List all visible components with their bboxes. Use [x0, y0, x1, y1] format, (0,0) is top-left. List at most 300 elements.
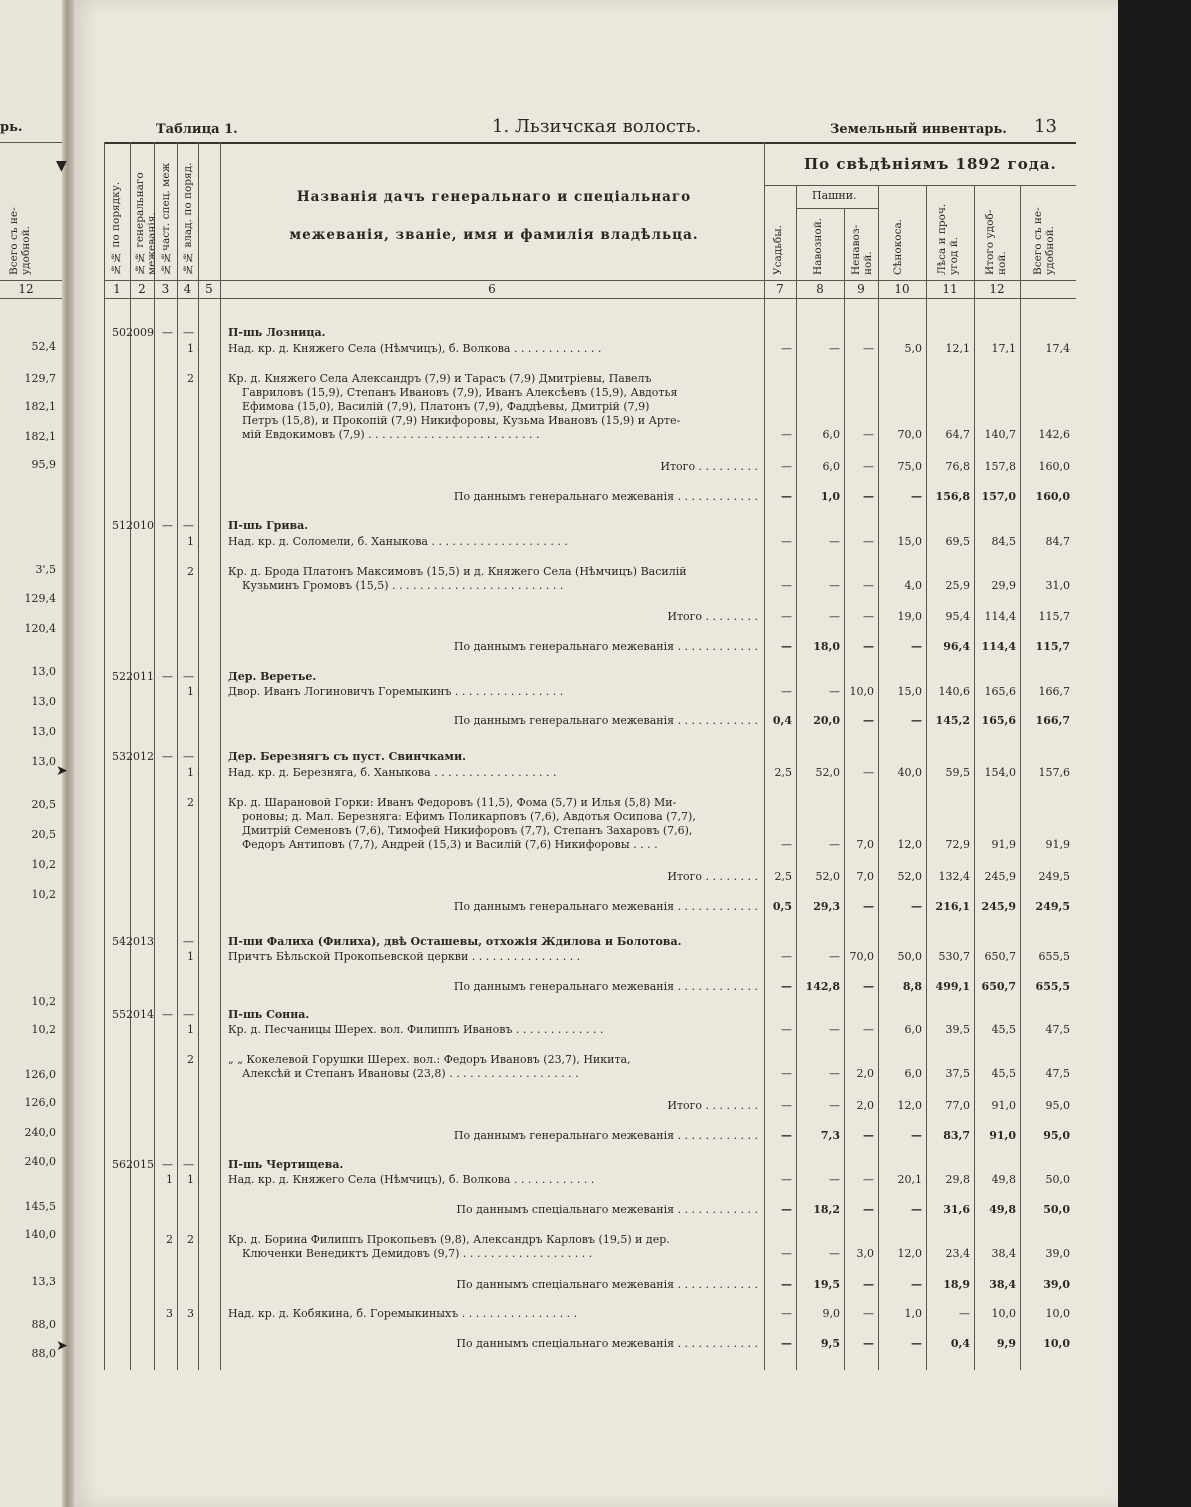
row-value: — — [829, 535, 840, 548]
row-value: — — [911, 1337, 922, 1350]
row-value: — — [781, 640, 792, 653]
row-value: — — [911, 714, 922, 727]
row-value: — — [829, 1099, 840, 1112]
row-order-number: 55 — [112, 1008, 126, 1021]
left-page-value: 88,0 — [31, 1318, 56, 1331]
row-owner-number: — — [183, 750, 194, 763]
row-value: — — [829, 579, 840, 592]
col-senokosa: Сѣнокоса. — [892, 218, 904, 275]
row-value: — — [829, 838, 840, 851]
row-value: 45,5 — [991, 1067, 1016, 1080]
background-edge — [1118, 0, 1191, 1507]
left-page-value: 240,0 — [24, 1126, 56, 1139]
row-value: 12,0 — [897, 838, 922, 851]
row-label-line: Кр. д. Шарановой Горки: Иванъ Федоровъ (11,5), Фома (5,7) и Илья (5,8) Ми- — [228, 796, 677, 809]
row-value: — — [911, 900, 922, 913]
row-value: 7,0 — [856, 870, 874, 883]
row-value: — — [781, 980, 792, 993]
row-value: 157,8 — [984, 460, 1016, 473]
row-value: — — [863, 342, 874, 355]
row-owner-number: 2 — [187, 1053, 194, 1066]
row-special-part: — — [162, 1158, 173, 1171]
left-page-value: 52,4 — [31, 340, 56, 353]
row-value: 76,8 — [945, 460, 970, 473]
row-value: 31,0 — [1045, 579, 1070, 592]
left-page-value: 126,0 — [24, 1068, 56, 1081]
column-number: 3 — [161, 282, 170, 296]
row-label-line: Петръ (15,8), и Прокопій (7,9) Никифоровы, Кузьма Ивановъ (15,9) и Арте- — [242, 414, 681, 427]
binding-mark-icon: ▼ — [56, 158, 67, 174]
row-value: 38,4 — [989, 1278, 1016, 1291]
row-label-line: Кузьминъ Громовъ (15,5) . . . . . . . . . . . . . . . . . . . . . . . . . — [242, 579, 564, 592]
row-value: 0,4 — [950, 1337, 970, 1350]
row-owner-number: 1 — [187, 1173, 194, 1186]
row-value: 142,8 — [805, 980, 840, 993]
table-label: Таблица 1. — [156, 122, 238, 137]
col-itogo-udobnoy: Итого удоб-ной. — [984, 209, 1008, 275]
row-value: 20,0 — [813, 714, 840, 727]
row-label-line: Дмитрій Семеновъ (7,6), Тимофей Никифоровъ (7,7), Степанъ Захаровъ (7,6), — [242, 824, 693, 837]
row-value: 47,5 — [1045, 1067, 1070, 1080]
row-value: — — [781, 490, 792, 503]
row-value: — — [863, 1129, 874, 1142]
left-page-value: 88,0 — [31, 1347, 56, 1360]
row-value: 52,0 — [815, 766, 840, 779]
row-value: — — [829, 1067, 840, 1080]
row-value: — — [911, 1203, 922, 1216]
row-value: — — [911, 1278, 922, 1291]
right-page — [74, 0, 1118, 1507]
left-page-value: 20,5 — [31, 798, 56, 811]
col-usadby: Усадьбы. — [772, 225, 784, 275]
row-label-line: Алексѣй и Степанъ Ивановы (23,8) . . . . . . . . . . . . . . . . . . . — [242, 1067, 579, 1080]
left-page-value: 145,5 — [24, 1200, 56, 1213]
section-title: 1. Льзичская волость. — [492, 116, 702, 137]
row-owner-number: — — [183, 1008, 194, 1021]
row-value: 95,0 — [1045, 1099, 1070, 1112]
row-value: — — [863, 1173, 874, 1186]
row-value: 10,0 — [991, 1307, 1016, 1320]
row-value: 91,9 — [1045, 838, 1070, 851]
group-1892-header: По свѣдѣніямъ 1892 года. — [804, 155, 1057, 173]
row-value: 655,5 — [1038, 950, 1070, 963]
row-value: — — [829, 610, 840, 623]
row-label: Двор. Иванъ Логиновичъ Горемыкинъ . . . . . . . . . . . . . . . . — [228, 685, 564, 698]
row-value: — — [863, 460, 874, 473]
row-value: — — [781, 1067, 792, 1080]
row-value: 0,4 — [772, 714, 792, 727]
col-nenavoznoy: Ненавоз-ной. — [850, 224, 874, 275]
row-label: Итого . . . . . . . . — [667, 1099, 758, 1112]
left-page-value: 13,0 — [31, 755, 56, 768]
left-page-value: 140,0 — [24, 1228, 56, 1241]
left-page-value: 10,2 — [31, 888, 56, 901]
row-label-line: Ефимова (15,0), Василій (7,9), Платонъ (7,9), Фаддѣевы, Дмитрій (7,9) — [242, 400, 650, 413]
row-order-number: 54 — [112, 935, 126, 948]
row-value: 245,9 — [981, 900, 1016, 913]
row-value: 83,7 — [943, 1129, 970, 1142]
row-value: 19,5 — [813, 1278, 840, 1291]
row-value: 655,5 — [1035, 980, 1070, 993]
row-value: — — [781, 1173, 792, 1186]
row-value: 72,9 — [945, 838, 970, 851]
row-value: — — [863, 900, 874, 913]
page-number: 13 — [1034, 116, 1057, 137]
row-value: 145,2 — [935, 714, 970, 727]
row-value: 6,0 — [822, 428, 840, 441]
row-special-part: 3 — [166, 1307, 173, 1320]
row-value: — — [863, 610, 874, 623]
column-number: 11 — [942, 282, 958, 296]
column-number: 1 — [113, 282, 121, 296]
row-value: 160,0 — [1038, 460, 1070, 473]
row-special-part: 1 — [166, 1173, 173, 1186]
row-value: — — [863, 579, 874, 592]
row-label: Кр. д. Песчаницы Шерех. вол. Филиппъ Ивановъ . . . . . . . . . . . . . — [228, 1023, 604, 1036]
row-value: — — [781, 535, 792, 548]
row-owner-number: 1 — [187, 950, 194, 963]
row-value: 530,7 — [938, 950, 970, 963]
row-value: 8,8 — [902, 980, 922, 993]
row-label: П-шь Лозница. — [228, 326, 326, 339]
row-special-part: 2 — [166, 1233, 173, 1246]
column-number: 8 — [816, 282, 824, 296]
row-value: 91,0 — [989, 1129, 1016, 1142]
row-value: 132,4 — [938, 870, 970, 883]
row-value: 84,7 — [1045, 535, 1070, 548]
row-value: 1,0 — [904, 1307, 922, 1320]
row-general-number: 2009 — [126, 326, 154, 339]
row-value: 499,1 — [935, 980, 970, 993]
row-value: — — [829, 342, 840, 355]
row-value: 165,6 — [981, 714, 1016, 727]
binding-mark-icon: ➤ — [56, 1338, 68, 1354]
row-value: 2,5 — [774, 766, 792, 779]
row-value: 10,0 — [849, 685, 874, 698]
row-label: По даннымъ генеральнаго межеванія . . . . . . . . . . . . — [453, 490, 758, 503]
row-owner-number: 2 — [187, 796, 194, 809]
left-column-number: 12 — [18, 282, 34, 296]
column-number: 7 — [776, 282, 784, 296]
row-value: 2,5 — [774, 870, 792, 883]
row-value: 2,0 — [856, 1067, 874, 1080]
row-value: 115,7 — [1038, 610, 1070, 623]
row-value: — — [863, 1307, 874, 1320]
row-owner-number: — — [183, 670, 194, 683]
column-number: 10 — [894, 282, 910, 296]
left-page-value: 95,9 — [31, 458, 56, 471]
row-value: — — [781, 1099, 792, 1112]
row-value: 50,0 — [1045, 1173, 1070, 1186]
left-page-header: рь. — [0, 120, 23, 135]
row-value: 29,3 — [813, 900, 840, 913]
row-value: 75,0 — [897, 460, 922, 473]
row-value: 91,9 — [991, 838, 1016, 851]
row-value: 25,9 — [945, 579, 970, 592]
row-general-number: 2013 — [126, 935, 154, 948]
left-page-value: 13,0 — [31, 695, 56, 708]
row-value: 166,7 — [1035, 714, 1070, 727]
row-value: — — [781, 1023, 792, 1036]
row-value: — — [863, 714, 874, 727]
row-general-number: 2012 — [126, 750, 154, 763]
row-value: 19,0 — [897, 610, 922, 623]
row-value: 166,7 — [1038, 685, 1070, 698]
row-value: — — [781, 685, 792, 698]
row-value: 95,0 — [1043, 1129, 1070, 1142]
row-value: 249,5 — [1038, 870, 1070, 883]
row-value: 29,8 — [945, 1173, 970, 1186]
left-page-value: 240,0 — [24, 1155, 56, 1168]
row-value: 10,0 — [1043, 1337, 1070, 1350]
col-navoznoy: Навозной. — [812, 217, 824, 275]
row-label-line: Федоръ Антиповъ (7,7), Андрей (15,3) и Василій (7,6) Никифоровы . . . . — [242, 838, 658, 851]
row-value: 114,4 — [984, 610, 1016, 623]
row-owner-number: — — [183, 519, 194, 532]
row-value: 39,0 — [1043, 1278, 1070, 1291]
row-value: 140,7 — [984, 428, 1016, 441]
col-names-header: Названія дачъ генеральнаго и спеціальнаго межеванія, званіе, имя и фамилія владѣльца. — [289, 189, 699, 243]
row-label: Итого . . . . . . . . — [667, 610, 758, 623]
row-value: 20,1 — [897, 1173, 922, 1186]
row-value: 69,5 — [945, 535, 970, 548]
row-value: — — [863, 1203, 874, 1216]
row-value: 64,7 — [945, 428, 970, 441]
row-value: 96,4 — [943, 640, 970, 653]
row-owner-number: 1 — [187, 685, 194, 698]
row-value: 1,0 — [820, 490, 840, 503]
left-page-value: 182,1 — [24, 400, 56, 413]
row-owner-number: — — [183, 1158, 194, 1171]
row-value: 29,9 — [991, 579, 1016, 592]
row-value: 114,4 — [981, 640, 1016, 653]
row-label: По даннымъ генеральнаго межеванія . . . . . . . . . . . . — [453, 1129, 758, 1142]
row-value: 142,6 — [1038, 428, 1070, 441]
row-value: — — [829, 950, 840, 963]
row-value: 38,4 — [991, 1247, 1016, 1260]
row-value: — — [781, 428, 792, 441]
col-order-number: №№ по порядку. — [110, 181, 122, 275]
row-label: Над. кр. д. Березняга, б. Ханыкова . . . . . . . . . . . . . . . . . . — [228, 766, 557, 779]
row-label-line: Гавриловъ (15,9), Степанъ Ивановъ (7,9), Иванъ Алексѣевъ (15,9), Авдотья — [242, 386, 678, 399]
row-value: 6,0 — [822, 460, 840, 473]
row-value: 12,1 — [945, 342, 970, 355]
row-label: П-шь Сонна. — [228, 1008, 310, 1021]
row-special-part: — — [162, 750, 173, 763]
row-value: 15,0 — [897, 685, 922, 698]
row-label: По даннымъ спеціальнаго межеванія . . . . . . . . . . . . — [456, 1337, 758, 1350]
left-page-value: 10,2 — [31, 995, 56, 1008]
row-value: — — [863, 766, 874, 779]
col-special-survey-part: №№част. спец. меж — [160, 162, 172, 275]
row-value: — — [863, 1337, 874, 1350]
row-value: 77,0 — [945, 1099, 970, 1112]
row-value: — — [781, 342, 792, 355]
row-value: 4,0 — [904, 579, 922, 592]
row-value: — — [911, 490, 922, 503]
row-value: 7,0 — [856, 838, 874, 851]
row-value: 9,0 — [822, 1307, 840, 1320]
row-value: — — [863, 490, 874, 503]
row-value: 216,1 — [935, 900, 970, 913]
row-owner-number: 2 — [187, 372, 194, 385]
row-value: — — [781, 1203, 792, 1216]
row-owner-number: 1 — [187, 535, 194, 548]
left-column-header: Всего съ не-удобной. — [8, 207, 32, 275]
row-label: По даннымъ генеральнаго межеванія . . . . . . . . . . . . — [453, 714, 758, 727]
column-number: 9 — [857, 282, 865, 296]
row-value: — — [781, 1278, 792, 1291]
row-label: Над. кр. д. Кобякина, б. Горемыкиныхъ . . . . . . . . . . . . . . . . . — [228, 1307, 578, 1320]
row-special-part: — — [162, 670, 173, 683]
row-value: — — [781, 1247, 792, 1260]
row-value: — — [781, 610, 792, 623]
row-value: 50,0 — [897, 950, 922, 963]
row-general-number: 2011 — [126, 670, 154, 683]
left-page-value: 3',5 — [35, 563, 56, 576]
row-order-number: 56 — [112, 1158, 126, 1171]
row-value: 6,0 — [904, 1023, 922, 1036]
col-vsego: Всего съ не-удобной. — [1032, 207, 1056, 275]
row-general-number: 2015 — [126, 1158, 154, 1171]
row-value: — — [911, 1129, 922, 1142]
row-label: По даннымъ генеральнаго межеванія . . . . . . . . . . . . — [453, 640, 758, 653]
row-label-line: Кр. д. Брода Платонъ Максимовъ (15,5) и д. Княжего Села (Нѣмчицъ) Василій — [228, 565, 687, 578]
row-label-line: мій Евдокимовъ (7,9) . . . . . . . . . . . . . . . . . . . . . . . . . — [242, 428, 540, 441]
row-label-line: Кр. д. Княжего Села Александръ (7,9) и Тарасъ (7,9) Дмитріевы, Павелъ — [228, 372, 652, 385]
row-value: 165,6 — [984, 685, 1016, 698]
row-special-part: — — [162, 519, 173, 532]
row-label: По даннымъ спеціальнаго межеванія . . . . . . . . . . . . — [456, 1203, 758, 1216]
row-value: — — [829, 1173, 840, 1186]
row-value: 49,8 — [989, 1203, 1016, 1216]
row-value: 9,9 — [996, 1337, 1016, 1350]
row-owner-number: 2 — [187, 1233, 194, 1246]
row-value: — — [829, 1023, 840, 1036]
row-value: 7,3 — [820, 1129, 840, 1142]
row-value: 12,0 — [897, 1099, 922, 1112]
row-value: 49,8 — [991, 1173, 1016, 1186]
row-value: 650,7 — [981, 980, 1016, 993]
row-label-line: „ „ Кокелевой Горушки Шерех. вол.: Федоръ Ивановъ (23,7), Никита, — [228, 1053, 631, 1066]
row-general-number: 2014 — [126, 1008, 154, 1021]
row-value: 10,0 — [1045, 1307, 1070, 1320]
row-special-part: — — [162, 1008, 173, 1021]
row-label-line: роновы; д. Мал. Березняга: Ефимъ Поликарповъ (7,6), Авдотья Осипова (7,7), — [242, 810, 696, 823]
row-value: 157,6 — [1038, 766, 1070, 779]
row-value: 52,0 — [897, 870, 922, 883]
row-value: 47,5 — [1045, 1023, 1070, 1036]
row-value: 2,0 — [856, 1099, 874, 1112]
row-label: П-ши Фалиха (Филиха), двѣ Осташевы, отхожія Ждилова и Болотова. — [228, 935, 682, 948]
row-label: Причтъ Бѣльской Прокопьевской церкви . . . . . . . . . . . . . . . . — [228, 950, 581, 963]
page-header-right: Земельный инвентарь. — [830, 122, 1007, 137]
row-value: 84,5 — [991, 535, 1016, 548]
row-value: — — [781, 460, 792, 473]
row-value: 115,7 — [1035, 640, 1070, 653]
row-value: — — [863, 640, 874, 653]
row-value: 23,4 — [945, 1247, 970, 1260]
left-page — [0, 0, 62, 1507]
row-value: — — [781, 950, 792, 963]
row-special-part: — — [162, 326, 173, 339]
left-page-value: 120,4 — [24, 622, 56, 635]
row-label: Над. кр. д. Княжего Села (Нѣмчицъ), б. Волкова . . . . . . . . . . . . — [228, 1173, 595, 1186]
row-value: 156,8 — [935, 490, 970, 503]
row-value: 160,0 — [1035, 490, 1070, 503]
row-value: 245,9 — [984, 870, 1016, 883]
row-value: 157,0 — [981, 490, 1016, 503]
row-value: — — [959, 1307, 970, 1320]
row-value: — — [829, 685, 840, 698]
row-label: По даннымъ спеціальнаго межеванія . . . . . . . . . . . . — [456, 1278, 758, 1291]
row-value: 12,0 — [897, 1247, 922, 1260]
row-value: 50,0 — [1043, 1203, 1070, 1216]
row-value: 91,0 — [991, 1099, 1016, 1112]
row-label: Дер. Березнягъ съ пуст. Свинчками. — [228, 750, 466, 763]
row-value: — — [863, 428, 874, 441]
row-value: 70,0 — [849, 950, 874, 963]
row-value: — — [863, 535, 874, 548]
row-label: По даннымъ генеральнаго межеванія . . . . . . . . . . . . — [453, 980, 758, 993]
left-page-value: 10,2 — [31, 858, 56, 871]
column-number: 2 — [138, 282, 146, 296]
row-label: Над. кр. д. Княжего Села (Нѣмчицъ), б. Волкова . . . . . . . . . . . . . — [228, 342, 602, 355]
left-page-value: 13,3 — [31, 1275, 56, 1288]
row-value: 59,5 — [945, 766, 970, 779]
row-owner-number: 2 — [187, 565, 194, 578]
row-label: Дер. Веретье. — [228, 670, 317, 683]
row-value: 70,0 — [897, 428, 922, 441]
row-value: 39,0 — [1045, 1247, 1070, 1260]
row-value: 15,0 — [897, 535, 922, 548]
row-owner-number: — — [183, 935, 194, 948]
row-value: — — [911, 640, 922, 653]
row-value: 37,5 — [945, 1067, 970, 1080]
row-value: 154,0 — [984, 766, 1016, 779]
row-owner-number: 3 — [187, 1307, 194, 1320]
left-page-value: 13,0 — [31, 725, 56, 738]
row-order-number: 51 — [112, 519, 126, 532]
column-number: 5 — [205, 282, 213, 296]
row-value: 650,7 — [984, 950, 1016, 963]
row-value: 140,6 — [938, 685, 970, 698]
row-label: Итого . . . . . . . . . — [660, 460, 758, 473]
row-value: 45,5 — [991, 1023, 1016, 1036]
row-owner-number: 1 — [187, 766, 194, 779]
left-page-value: 126,0 — [24, 1096, 56, 1109]
row-label: Итого . . . . . . . . — [667, 870, 758, 883]
row-label: Над. кр. д. Соломели, б. Ханыкова . . . . . . . . . . . . . . . . . . . . — [228, 535, 568, 548]
row-value: 31,6 — [943, 1203, 970, 1216]
row-value: 18,2 — [813, 1203, 840, 1216]
row-value: 40,0 — [897, 766, 922, 779]
row-value: 18,9 — [943, 1278, 970, 1291]
row-general-number: 2010 — [126, 519, 154, 532]
left-page-value: 10,2 — [31, 1023, 56, 1036]
column-number: 4 — [183, 282, 192, 296]
row-value: 17,4 — [1045, 342, 1070, 355]
col-general-survey-number: №№ генеральнаго межеванія. — [134, 172, 158, 275]
row-value: 52,0 — [815, 870, 840, 883]
row-label: П-шь Грива. — [228, 519, 309, 532]
row-value: 3,0 — [856, 1247, 874, 1260]
row-order-number: 53 — [112, 750, 126, 763]
row-value: 95,4 — [945, 610, 970, 623]
row-value: — — [863, 1023, 874, 1036]
row-value: — — [863, 980, 874, 993]
row-value: — — [781, 579, 792, 592]
